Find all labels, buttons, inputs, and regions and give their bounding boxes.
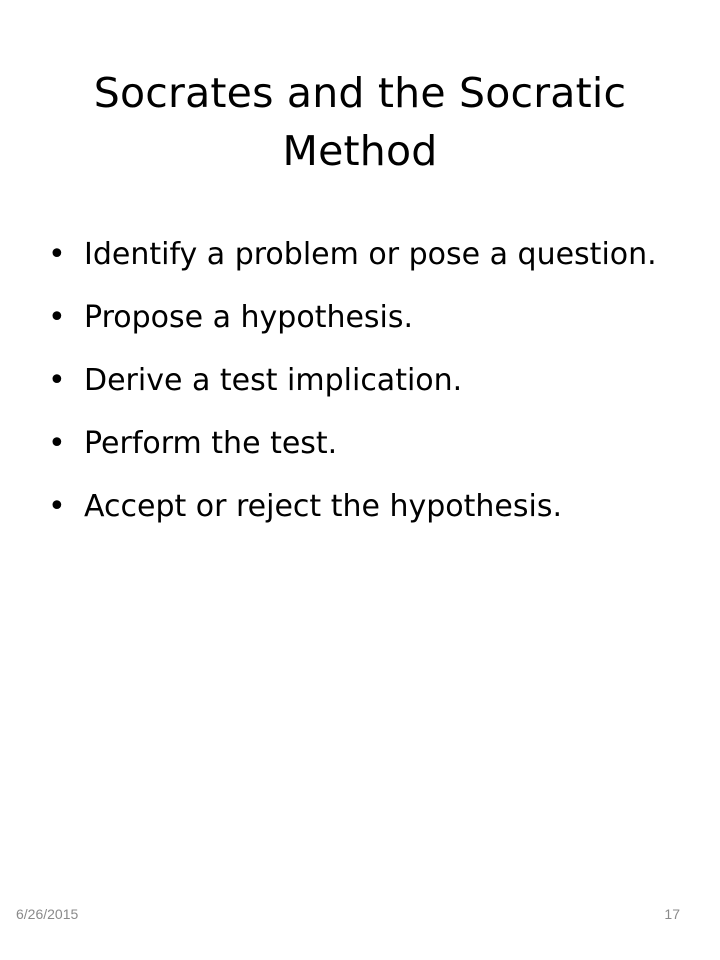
footer-page-number: 17 — [664, 906, 680, 922]
footer-date: 6/26/2015 — [16, 906, 79, 922]
bullet-dot-icon: • — [48, 426, 66, 461]
bullet-dot-icon: • — [48, 300, 66, 335]
bullet-list — [48, 232, 688, 547]
bullet-item-4 — [48, 421, 688, 466]
slide-title: Socrates and the Socratic Method — [93, 69, 627, 175]
bullet-text: Identify a problem or pose a question. — [84, 237, 657, 272]
bullet-dot-icon: • — [48, 237, 66, 272]
bullet-text: Derive a test implication. — [84, 363, 463, 398]
bullet-dot-icon: • — [48, 489, 66, 524]
bullet-item-1 — [48, 232, 688, 277]
bullet-text: Accept or reject the hypothesis. — [84, 489, 563, 524]
bullet-text: Perform the test. — [84, 426, 338, 461]
bullet-item-3 — [48, 358, 688, 403]
bullet-item-2 — [48, 295, 688, 340]
bullet-dot-icon: • — [48, 363, 66, 398]
bullet-text: Propose a hypothesis. — [84, 300, 414, 335]
bullet-item-5 — [48, 484, 688, 529]
